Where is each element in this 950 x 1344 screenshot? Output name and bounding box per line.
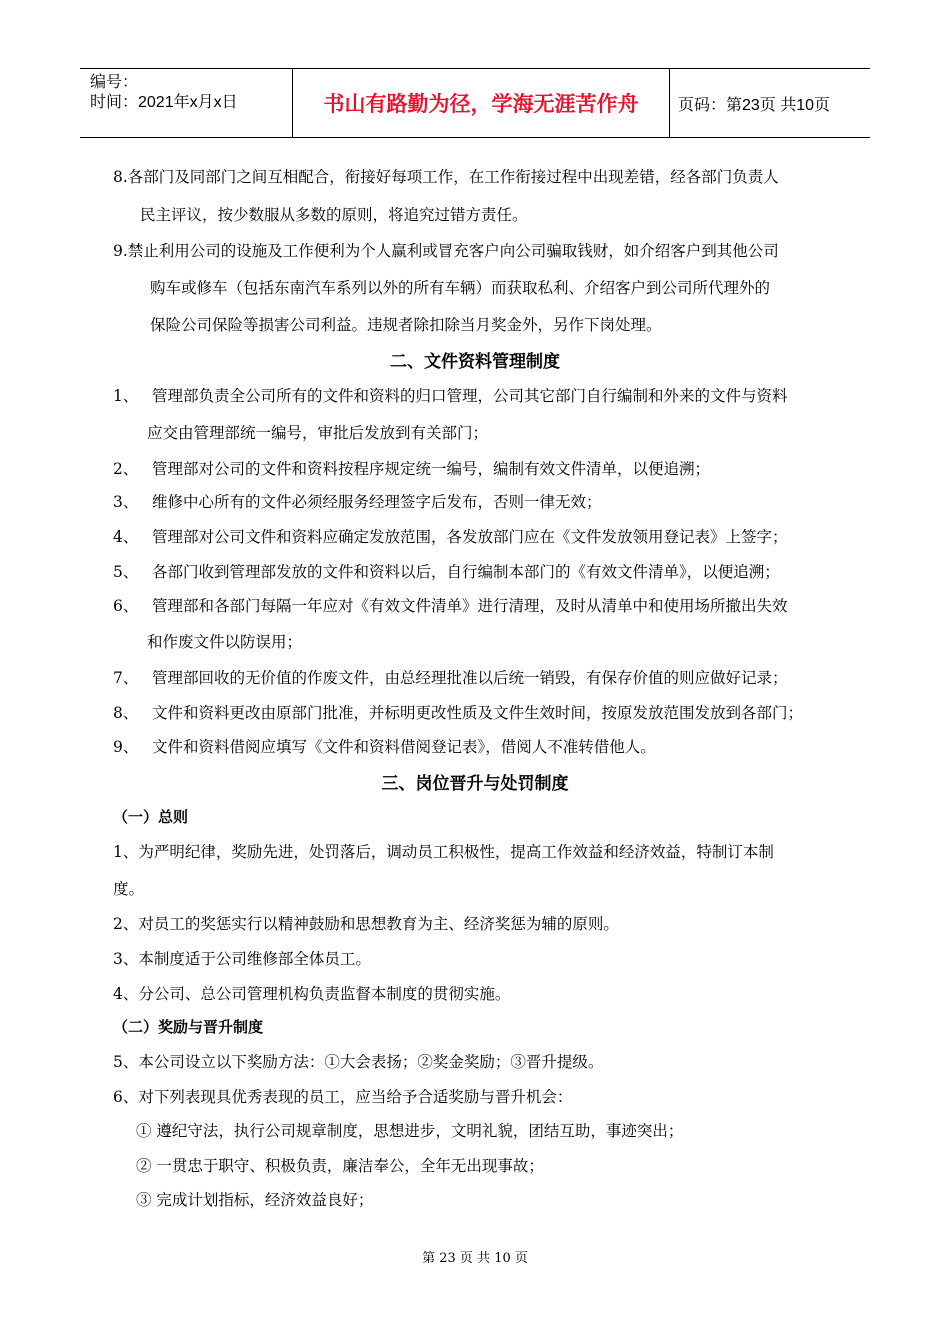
item9-line2: 购车或修车（包括东南汽车系列以外的所有车辆）而获取私利、介绍客户到公司所代理外的 [150, 279, 771, 297]
s2-item7-text: 管理部回收的无价值的作废文件，由总经理批准以后统一销毁，有保存价值的则应做好记录； [151, 669, 788, 687]
s2-item6-cont: 和作废文件以防误用； [147, 633, 303, 651]
s2-item8 [113, 701, 803, 723]
s2-item9-num: 9、 [113, 738, 139, 756]
s2-item9-text: 文件和资料借阅应填写《文件和资料借阅登记表》，借阅人不准转借他人。 [151, 738, 656, 756]
s3-p1-line1: 1、为严明纪律，奖励先进，处罚落后，调动员工积极性，提高工作效益和经济效益，特制订本制 [113, 843, 774, 861]
s2-item4-num: 4、 [113, 528, 139, 546]
section2-title: 二、文件资料管理制度 [390, 352, 560, 372]
s2-item2 [113, 457, 710, 479]
s2-item2-num: 2、 [113, 460, 139, 478]
page-footer: 第 23 页 共 10 页 [422, 1251, 528, 1266]
item8-line1: 8.各部门及同部门之间互相配合，衔接好每项工作，在工作衔接过程中出现差错，经各部门负责人 [113, 168, 779, 186]
header-meta [80, 69, 293, 137]
s3-p3: 3、本制度适于公司维修部全体员工。 [113, 950, 371, 968]
s3-subheading-1: （一）总则 [113, 808, 189, 826]
s2-item5 [113, 560, 780, 582]
s2-item9 [113, 735, 656, 757]
s2-item2-text: 管理部对公司的文件和资料按程序规定统一编号，编制有效文件清单，以便追溯； [151, 460, 710, 478]
item9-line1: 9.禁止利用公司的设施及工作便利为个人赢利或冒充客户向公司骗取钱财，如介绍客户到其他公司 [113, 242, 779, 260]
header-number: 编号： [90, 74, 139, 91]
s2-item5-num: 5、 [113, 563, 139, 581]
s2-item7-num: 7、 [113, 669, 139, 687]
s3-p6: 6、对下列表现具优秀表现的员工，应当给予合适奖励与晋升机会： [113, 1088, 573, 1106]
s3-subheading-2: （二）奖励与晋升制度 [113, 1018, 264, 1036]
s3-criterion-2: ② 一贯忠于职守、积极负责，廉洁奉公，全年无出现事故； [136, 1157, 544, 1175]
s2-item3-text: 维修中心所有的文件必须经服务经理签字后发布，否则一律无效； [151, 493, 602, 511]
s2-item6-text: 管理部和各部门每隔一年应对《有效文件清单》进行清理，及时从清单中和使用场所撤出失效 [151, 597, 788, 615]
s2-item6 [113, 594, 787, 616]
s2-item1-num: 1、 [113, 387, 139, 405]
s2-item7 [113, 666, 787, 688]
s2-item5-text: 各部门收到管理部发放的文件和资料以后，自行编制本部门的《有效文件清单》，以便追溯； [151, 563, 780, 581]
s2-item4 [113, 525, 787, 547]
s3-criterion-3: ③ 完成计划指标，经济效益良好； [136, 1191, 374, 1209]
header-motto: 书山有路勤为径，学海无涯苦作舟 [293, 69, 670, 137]
s3-p5: 5、本公司设立以下奖励方法：①大会表扬；②奖金奖励；③晋升提级。 [113, 1053, 604, 1071]
s3-p1-line2: 度。 [113, 880, 145, 898]
s2-item6-num: 6、 [113, 597, 139, 615]
s3-criterion-1: ① 遵纪守法，执行公司规章制度，思想进步，文明礼貌，团结互助，事迹突出； [136, 1122, 684, 1140]
page-header [80, 68, 870, 138]
header-page: 页码：第23页 共10页 [678, 96, 831, 114]
header-time: 时间：2021年x月x日 [90, 94, 238, 111]
s2-item1-cont: 应交由管理部统一编号，审批后发放到有关部门； [147, 424, 489, 442]
s3-p2: 2、对员工的奖惩实行以精神鼓励和思想教育为主、经济奖惩为辅的原则。 [113, 915, 619, 933]
s2-item8-text: 文件和资料更改由原部门批准，并标明更改性质及文件生效时间，按原发放范围发放到各部门； [151, 704, 803, 722]
s2-item8-num: 8、 [113, 704, 139, 722]
s2-item3-num: 3、 [113, 493, 139, 511]
s2-item1 [113, 384, 787, 406]
s2-item3 [113, 490, 601, 512]
item8-line2: 民主评议，按少数服从多数的原则，将追究过错方责任。 [140, 206, 528, 224]
s3-p4: 4、分公司、总公司管理机构负责监督本制度的贯彻实施。 [113, 985, 511, 1003]
section3-title: 三、岗位晋升与处罚制度 [381, 774, 569, 794]
s2-item4-text: 管理部对公司文件和资料应确定发放范围，各发放部门应在《文件发放领用登记表》上签字； [151, 528, 788, 546]
s2-item1-text: 管理部负责全公司所有的文件和资料的归口管理，公司其它部门自行编制和外来的文件与资料 [151, 387, 788, 405]
item9-line3: 保险公司保险等损害公司利益。违规者除扣除当月奖金外，另作下岗处理。 [150, 316, 662, 334]
